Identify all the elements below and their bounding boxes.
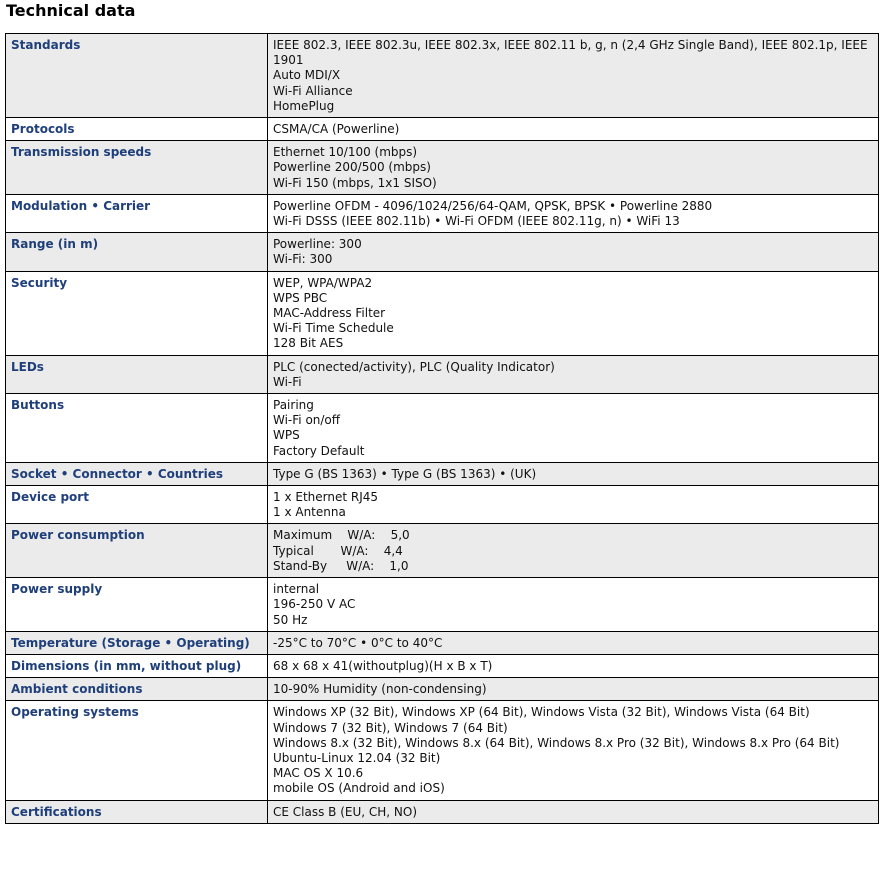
value-line: Windows 8.x (32 Bit), Windows 8.x (64 Bit), Windows 8.x Pro (32 Bit), Windows 8.x Pro (64 Bit) <box>273 735 840 750</box>
value-line: 68 x 68 x 41(withoutplug)(H x B x T) <box>273 658 493 673</box>
value-line: Typical W/A: 4,4 <box>273 543 403 558</box>
row-label: Operating systems <box>6 701 268 800</box>
table-row <box>6 34 879 118</box>
row-label: Power supply <box>6 578 268 632</box>
technical-data-body <box>6 34 879 824</box>
table-row <box>6 654 879 677</box>
row-label: Security <box>6 271 268 355</box>
value-line: CE Class B (EU, CH, NO) <box>273 804 418 819</box>
value-line: PLC (conected/activity), PLC (Quality Indicator) <box>273 359 555 374</box>
row-label: Ambient conditions <box>6 678 268 701</box>
value-line: Wi-Fi 150 (mbps, 1x1 SISO) <box>273 175 437 190</box>
row-value <box>268 486 879 524</box>
row-label: Socket • Connector • Countries <box>6 462 268 485</box>
value-line: 128 Bit AES <box>273 336 344 351</box>
row-label: Certifications <box>6 800 268 823</box>
value-line: 1 x Antenna <box>273 505 346 520</box>
value-line: HomePlug <box>273 98 335 113</box>
row-value <box>268 141 879 195</box>
row-label: Transmission speeds <box>6 141 268 195</box>
value-line: Ubuntu-Linux 12.04 (32 Bit) <box>273 750 441 765</box>
value-line: -25°C to 70°C • 0°C to 40°C <box>273 635 443 650</box>
value-line: Wi-Fi Alliance <box>273 83 353 98</box>
row-value <box>268 578 879 632</box>
page-title: Technical data <box>6 1 136 20</box>
row-value <box>268 355 879 393</box>
value-line: 1 x Ethernet RJ45 <box>273 490 379 505</box>
table-row <box>6 578 879 632</box>
row-label: Modulation • Carrier <box>6 194 268 232</box>
row-label: Power consumption <box>6 524 268 578</box>
row-value <box>268 678 879 701</box>
row-value <box>268 394 879 463</box>
table-row <box>6 233 879 271</box>
value-line: Maximum W/A: 5,0 <box>273 528 410 543</box>
value-line: WPS <box>273 428 300 443</box>
value-line: Stand-By W/A: 1,0 <box>273 558 409 573</box>
table-row <box>6 701 879 800</box>
value-line: Type G (BS 1363) • Type G (BS 1363) • (UK) <box>273 466 537 481</box>
table-row <box>6 524 879 578</box>
row-label: Temperature (Storage • Operating) <box>6 631 268 654</box>
value-line: 196-250 V AC <box>273 597 356 612</box>
row-value <box>268 654 879 677</box>
value-line: 10-90% Humidity (non-condensing) <box>273 682 487 697</box>
value-line: Wi-Fi Time Schedule <box>273 321 394 336</box>
value-line: Wi-Fi <box>273 374 302 389</box>
row-label: Protocols <box>6 118 268 141</box>
value-line: 50 Hz <box>273 612 308 627</box>
value-line: Wi-Fi DSSS (IEEE 802.11b) • Wi-Fi OFDM (IEEE 802.11g, n) • WiFi 13 <box>273 214 680 229</box>
table-row <box>6 462 879 485</box>
table-row <box>6 631 879 654</box>
row-value <box>268 194 879 232</box>
value-line: Ethernet 10/100 (mbps) <box>273 145 418 160</box>
row-value <box>268 701 879 800</box>
value-line: Windows XP (32 Bit), Windows XP (64 Bit), Windows Vista (32 Bit), Windows Vista (64 Bit) <box>273 705 810 720</box>
table-row <box>6 486 879 524</box>
row-value <box>268 34 879 118</box>
table-row <box>6 118 879 141</box>
row-value <box>268 271 879 355</box>
table-row <box>6 271 879 355</box>
value-line: Factory Default <box>273 443 365 458</box>
value-line: WEP, WPA/WPA2 <box>273 275 373 290</box>
value-line: Wi-Fi on/off <box>273 413 341 428</box>
row-value <box>268 462 879 485</box>
row-label: Standards <box>6 34 268 118</box>
table-row <box>6 194 879 232</box>
value-line: internal <box>273 582 320 597</box>
value-line: Auto MDI/X <box>273 68 341 83</box>
row-label: Dimensions (in mm, without plug) <box>6 654 268 677</box>
row-label: Device port <box>6 486 268 524</box>
row-label: Range (in m) <box>6 233 268 271</box>
value-line: IEEE 802.3, IEEE 802.3u, IEEE 802.3x, IEEE 802.11 b, g, n (2,4 GHz Single Band), IEEE 802.1p, IEEE 1901 <box>273 38 872 68</box>
table-row <box>6 800 879 823</box>
value-line: mobile OS (Android and iOS) <box>273 781 445 796</box>
row-label: Buttons <box>6 394 268 463</box>
value-line: Powerline OFDM - 4096/1024/256/64-QAM, QPSK, BPSK • Powerline 2880 <box>273 198 713 213</box>
technical-data-table <box>5 33 879 824</box>
table-row <box>6 141 879 195</box>
table-row <box>6 678 879 701</box>
value-line: Windows 7 (32 Bit), Windows 7 (64 Bit) <box>273 720 508 735</box>
row-value <box>268 118 879 141</box>
row-value <box>268 631 879 654</box>
value-line: Pairing <box>273 398 314 413</box>
row-label: LEDs <box>6 355 268 393</box>
value-line: Wi-Fi: 300 <box>273 252 333 267</box>
row-value <box>268 524 879 578</box>
value-line: Powerline: 300 <box>273 237 362 252</box>
value-line: WPS PBC <box>273 290 328 305</box>
value-line: CSMA/CA (Powerline) <box>273 122 400 137</box>
value-line: MAC-Address Filter <box>273 306 386 321</box>
row-value <box>268 800 879 823</box>
value-line: MAC OS X 10.6 <box>273 766 364 781</box>
value-line: Powerline 200/500 (mbps) <box>273 160 431 175</box>
row-value <box>268 233 879 271</box>
table-row <box>6 355 879 393</box>
table-row <box>6 394 879 463</box>
